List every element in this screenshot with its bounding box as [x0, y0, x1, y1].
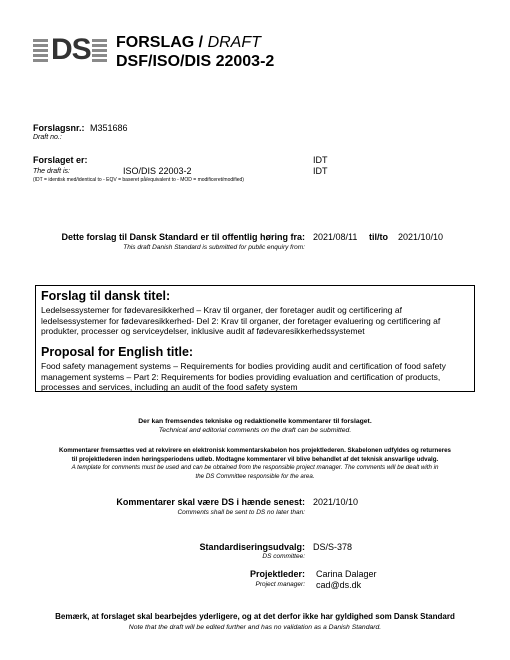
hearing-from: 2021/08/11: [313, 232, 358, 242]
comments-note-line: Der kan fremsendes tekniske og redaktionelle kommentarer til forslaget.: [138, 418, 372, 425]
proposal-is-label: Forslaget er:: [33, 155, 88, 165]
header-title: [116, 34, 261, 52]
logo-stripes-left: [33, 39, 48, 64]
deadline-label-en: Comments shall be sent to DS no later than:: [177, 509, 305, 516]
comments-note-line-en: Technical and editorial comments on the draft can be submitted.: [158, 427, 352, 434]
english-title-line: management systems – Part 2: Requirements for bodies providing evaluation and certification of products,: [41, 371, 441, 382]
hearing-to-label: til/to: [369, 232, 388, 242]
hearing-to: 2021/10/10: [398, 232, 444, 242]
english-title-text: [41, 361, 471, 393]
logo-stripes-right: [92, 39, 107, 64]
proposal-no-value: M351686: [90, 123, 128, 133]
footer-note-line: Bemærk, at forslaget skal bearbejdes yderligere, og at det derfor ikke har gyldighed som Dansk Standard: [55, 612, 455, 621]
header-subtitle: DSF/ISO/DIS 22003-2: [116, 53, 275, 70]
comments-template-line: Kommentarer fremsættes ved at rekvirere en elektronisk kommentarskabelon hos projektlederen. Skabelonen udfyldes og returneres: [58, 447, 451, 454]
danish-title-heading: Forslag til dansk titel:: [41, 289, 171, 303]
proposal-is-label-en: The draft is:: [33, 168, 70, 175]
english-title-heading: Proposal for English title:: [41, 345, 194, 359]
idt-legend: (IDT = identisk med/identical to - EQV = baseret på/equivalent to - MOD = modificeret/modified): [33, 177, 244, 183]
comments-note: [0, 418, 510, 434]
committee-value: DS/S-378: [313, 542, 353, 552]
proposal-no-label-en: Draft no.:: [33, 134, 62, 141]
english-title-line: Food safety management systems – Requirements for bodies providing audit and certification of food safety: [41, 361, 446, 371]
proposal-is-value: ISO/DIS 22003-2: [123, 166, 192, 176]
manager-name: Carina Dalager: [316, 569, 377, 579]
danish-title-text: [41, 305, 471, 337]
comments-template-line-en: A template for comments must be used and can be obtained from the responsible project manager. The comments will be dealt with in: [71, 464, 439, 471]
title-main: FORSLAG /: [116, 34, 204, 51]
manager-email: cad@ds.dk: [316, 580, 362, 590]
english-title-line: processes and services, including an audit of the food safety system: [41, 382, 298, 392]
hearing-label: Dette forslag til Dansk Standard er til offentlig høring fra:: [61, 232, 305, 242]
comments-template-note: [0, 447, 510, 481]
danish-title-line: ledelsessystemer for fødevaresikkerhed- Del 2: Krav til organer, der foretager evaluering og certificering af: [41, 315, 441, 326]
manager-label-en: Project manager:: [255, 581, 305, 588]
proposal-no-label: Forslagsnr.:: [33, 123, 85, 133]
idt-1: IDT: [313, 155, 328, 165]
comments-template-line: til projektlederen inden høringsperiodens udløb. Modtagne kommentarer vil blive behandlet af det teknisk ansvarlige udvalg.: [71, 455, 439, 463]
deadline-value: 2021/10/10: [313, 497, 359, 507]
comments-template-line-en: the DS Committee responsible for the area.: [195, 472, 315, 480]
title-draft: DRAFT: [207, 34, 261, 51]
committee-label: Standardiseringsudvalg:: [199, 542, 305, 552]
titles-box: [35, 285, 475, 392]
manager-label: Projektleder:: [249, 569, 305, 579]
ds-logo: DS: [51, 33, 91, 66]
hearing-label-en: This draft Danish Standard is submitted for public enquiry from:: [123, 244, 305, 251]
footer-note: [0, 612, 510, 631]
danish-title-line: Ledelsessystemer for fødevaresikkerhed – Krav til organer, der foretager audit og certificering af: [41, 305, 402, 315]
footer-note-line-en: Note that the draft will be edited further and has no validation as a Danish Standard.: [128, 624, 382, 631]
idt-2: IDT: [313, 166, 328, 176]
deadline-label: Kommentarer skal være DS i hænde senest:: [116, 497, 305, 507]
committee-label-en: DS committee:: [262, 553, 305, 560]
danish-title-line: produkter, processer og serviceydelser, inklusive audit af fødevaresikkerhedssystemet: [41, 326, 365, 336]
